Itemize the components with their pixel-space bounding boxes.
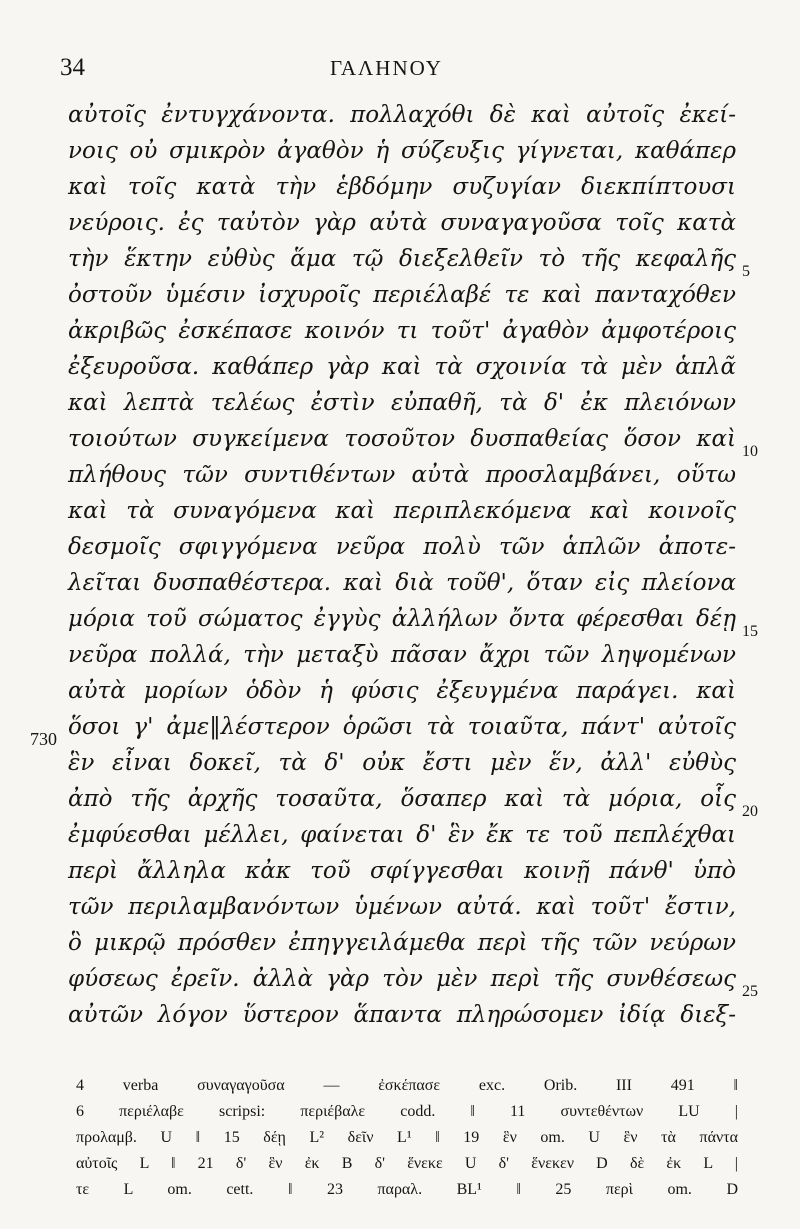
- text-line-13: δεσμοῖς σφιγγόμενα νεῦρα πολὺ τῶν ἁπλῶν ἀποτε-: [68, 534, 736, 560]
- text-line-11: πλήθους τῶν συντιθέντων αὐτὰ προσλαμβάνει, οὕτω: [68, 462, 736, 488]
- text-line-4: νεύροις. ἐς ταὐτὸν γὰρ αὐτὰ συναγαγοῦσα τοῖς κατὰ: [68, 210, 736, 236]
- footnote-line-4: αὐτοῖς L ‖ 21 δ' ἓν ἐκ B δ' ἕνεκε U δ' ἕνεκεν D δὲ ἐκ L |: [76, 1155, 738, 1172]
- line-number-25: 25: [742, 983, 758, 1000]
- footnote-line-1: 4 verba συναγαγοῦσα — ἐσκέπασε exc. Orib. III 491 ‖: [76, 1077, 738, 1094]
- text-line-12: καὶ τὰ συναγόμενα καὶ περιπλεκόμενα καὶ κοινοῖς: [68, 498, 736, 524]
- page-number: 34: [60, 54, 85, 81]
- text-line-10: τοιούτων συγκείμενα τοσοῦτον δυσπαθείας ὅσον καὶ: [68, 426, 736, 452]
- text-line-1: αὐτοῖς ἐντυγχάνοντα. πολλαχόθι δὲ καὶ αὐτοῖς ἐκεί-: [68, 102, 736, 128]
- text-line-16: νεῦρα πολλά, τὴν μεταξὺ πᾶσαν ἄχρι τῶν ληψομένων: [68, 642, 736, 668]
- line-number-15: 15: [742, 623, 758, 640]
- margin-page-marker: 730: [30, 729, 57, 749]
- line-number-5: 5: [742, 263, 750, 280]
- text-line-5: τὴν ἕκτην εὐθὺς ἅμα τῷ διεξελθεῖν τὸ τῆς κεφαλῆς: [68, 246, 736, 272]
- running-title: ΓΑΛΗΝΟΥ: [330, 56, 443, 80]
- text-line-6: ὀστοῦν ὑμέσιν ἰσχυροῖς περιέλαβέ τε καὶ πανταχόθεν: [68, 282, 736, 308]
- text-line-14: λεῖται δυσπαθέστερα. καὶ διὰ τοῦθ', ὅταν εἰς πλείονα: [68, 570, 736, 596]
- text-line-2: νοις οὐ σμικρὸν ἀγαθὸν ἡ σύζευξις γίγνεται, καθάπερ: [68, 138, 736, 164]
- text-line-22: περὶ ἄλληλα κἀκ τοῦ σφίγγεσθαι κοινῇ πάνθ' ὑπὸ: [68, 858, 736, 884]
- footnote-line-5: τε L om. cett. ‖ 23 παραλ. BL¹ ‖ 25 περὶ om. D: [76, 1181, 738, 1198]
- text-line-18: ὅσοι γ' ἀμε‖λέστερον ὁρῶσι τὰ τοιαῦτα, πάντ' αὐτοῖς: [68, 714, 736, 740]
- text-line-9: καὶ λεπτὰ τελέως ἐστὶν εὐπαθῆ, τὰ δ' ἐκ πλειόνων: [68, 390, 736, 416]
- text-line-15: μόρια τοῦ σώματος ἐγγὺς ἀλλήλων ὄντα φέρεσθαι δέῃ: [68, 606, 736, 632]
- text-line-19: ἓν εἶναι δοκεῖ, τὰ δ' οὐκ ἔστι μὲν ἕν, ἀλλ' εὐθὺς: [68, 750, 736, 776]
- text-line-8: ἐξευροῦσα. καθάπερ γὰρ καὶ τὰ σχοινία τὰ μὲν ἁπλᾶ: [68, 354, 736, 380]
- footnote-line-2: 6 περιέλαβε scripsi: περιέβαλε codd. ‖ 11 συντεθέντων LU |: [76, 1103, 738, 1120]
- text-line-21: ἐμφύεσθαι μέλλει, φαίνεται δ' ἓν ἔκ τε τοῦ πεπλέχθαι: [68, 822, 736, 848]
- text-line-17: αὐτὰ μορίων ὁδὸν ἡ φύσις ἐξευγμένα παράγει. καὶ: [68, 678, 736, 704]
- text-line-26: αὐτῶν λόγον ὕστερον ἅπαντα πληρώσομεν ἰδίᾳ διεξ-: [68, 1002, 736, 1028]
- text-line-3: καὶ τοῖς κατὰ τὴν ἑβδόμην συζυγίαν διεκπίπτουσι: [68, 174, 736, 200]
- text-line-25: φύσεως ἐρεῖν. ἀλλὰ γὰρ τὸν μὲν περὶ τῆς συνθέσεως: [68, 966, 736, 992]
- text-line-20: ἀπὸ τῆς ἀρχῆς τοσαῦτα, ὅσαπερ καὶ τὰ μόρια, οἷς: [68, 786, 736, 812]
- text-line-24: ὃ μικρῷ πρόσθεν ἐπηγγειλάμεθα περὶ τῆς τῶν νεύρων: [68, 930, 736, 956]
- text-line-23: τῶν περιλαμβανόντων ὑμένων αὐτά. καὶ τοῦτ' ἔστιν,: [68, 894, 736, 920]
- line-number-10: 10: [742, 443, 758, 460]
- footnote-line-3: προλαμβ. U ‖ 15 δέῃ L² δεῖν L¹ ‖ 19 ἓν om. U ἓν τὰ πάντα: [76, 1129, 738, 1146]
- text-line-7: ἀκριβῶς ἐσκέπασε κοινόν τι τοῦτ' ἀγαθὸν ἀμφοτέροις: [68, 318, 736, 344]
- line-number-20: 20: [742, 803, 758, 820]
